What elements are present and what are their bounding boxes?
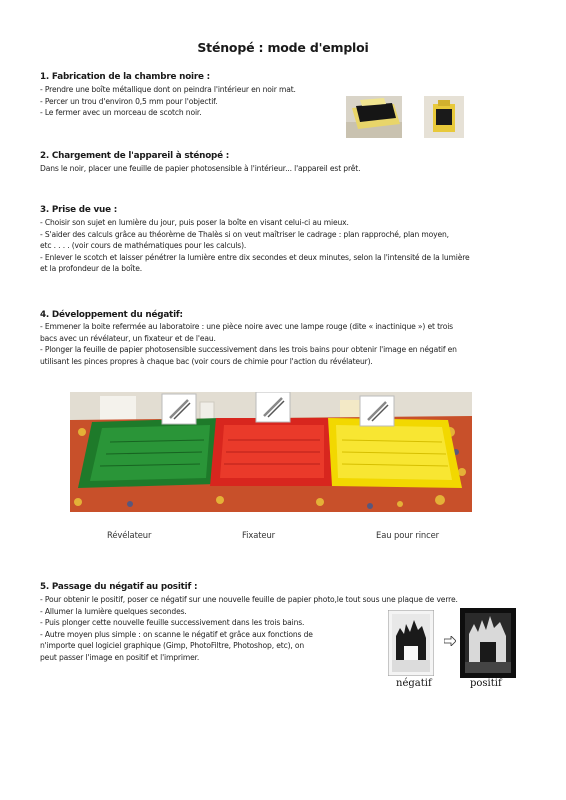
positive-image bbox=[460, 608, 516, 678]
section-4-line: - Emmener la boite refermée au laboratoire : une pièce noire avec une lampe rouge (dite « inactinique ») et trois bbox=[40, 322, 453, 331]
section-5-line: - Allumer la lumière quelques secondes. bbox=[40, 606, 187, 616]
section-5-line: - Puis plonger cette nouvelle feuille successivement dans les trois bains. bbox=[40, 618, 305, 627]
section-1-heading: 1. Fabrication de la chambre noire : bbox=[40, 72, 210, 82]
section-3-line: - S'aider des calculs grâce au théorème de Thalès si on veut maîtriser le cadrage : plan rapproché, plan moyen, bbox=[40, 229, 449, 239]
pinhole-box-photo bbox=[346, 96, 402, 138]
section-4-line: utilisant les pinces propres à chaque bac (voir cours de chimie pour l'action du révélateur). bbox=[40, 356, 373, 366]
section-5-line: peut passer l'image en positif et l'imprimer. bbox=[40, 652, 200, 662]
section-5-line: - Autre moyen plus simple : on scanne le négatif et grâce aux fonctions de bbox=[40, 629, 313, 639]
section-3-heading: 3. Prise de vue : bbox=[40, 205, 118, 215]
developing-trays-photo bbox=[70, 392, 472, 512]
section-4-heading: 4. Développement du négatif: bbox=[40, 310, 183, 320]
negative-image bbox=[388, 610, 434, 676]
section-4-line: bacs avec un révélateur, un fixateur et de l'eau. bbox=[40, 333, 216, 343]
section-4-line: - Plonger la feuille de papier photosensible successivement dans les trois bains pour obtenir l'image en négatif en bbox=[40, 345, 457, 354]
section-1-line: - Le fermer avec un morceau de scotch noir. bbox=[40, 108, 202, 117]
section-5-heading: 5. Passage du négatif au positif : bbox=[40, 582, 198, 592]
section-3-line: - Choisir son sujet en lumière du jour, puis poser la boîte en visant celui-ci au mieux. bbox=[40, 218, 349, 227]
positive-caption: positif bbox=[470, 678, 502, 689]
section-3-line: - Enlever le scotch et laisser pénétrer la lumière entre dix secondes et deux minutes, selon la l'intensité de la lumière bbox=[40, 252, 470, 262]
arrow-right-icon bbox=[444, 636, 456, 646]
pinhole-box-open-photo bbox=[424, 96, 464, 138]
tray-caption-rinse: Eau pour rincer bbox=[376, 530, 440, 540]
section-3-line: etc . . . . (voir cours de mathématiques pour les calculs). bbox=[40, 241, 247, 250]
tray-caption-fixer: Fixateur bbox=[242, 530, 276, 540]
tray-caption-developer: Révélateur bbox=[107, 530, 152, 540]
section-3-line: et la profondeur de la boîte. bbox=[40, 264, 143, 273]
section-2-heading: 2. Chargement de l'appareil à sténopé : bbox=[40, 151, 230, 161]
section-2-line: Dans le noir, placer une feuille de papier photosensible à l'intérieur... l'appareil est prêt. bbox=[40, 164, 361, 173]
section-5-line: n'importe quel logiciel graphique (Gimp, PhotoFiltre, Photoshop, etc), on bbox=[40, 641, 305, 650]
section-1-line: - Prendre une boîte métallique dont on peindra l'intérieur en noir mat. bbox=[40, 85, 296, 94]
section-1-line: - Percer un trou d'environ 0,5 mm pour l'objectif. bbox=[40, 96, 218, 106]
section-5-line: - Pour obtenir le positif, poser ce négatif sur une nouvelle feuille de papier photo,le tout sous une plaque de verre. bbox=[40, 595, 458, 604]
negative-caption: négatif bbox=[396, 678, 432, 689]
page-title: Sténopé : mode d'emploi bbox=[197, 40, 369, 55]
